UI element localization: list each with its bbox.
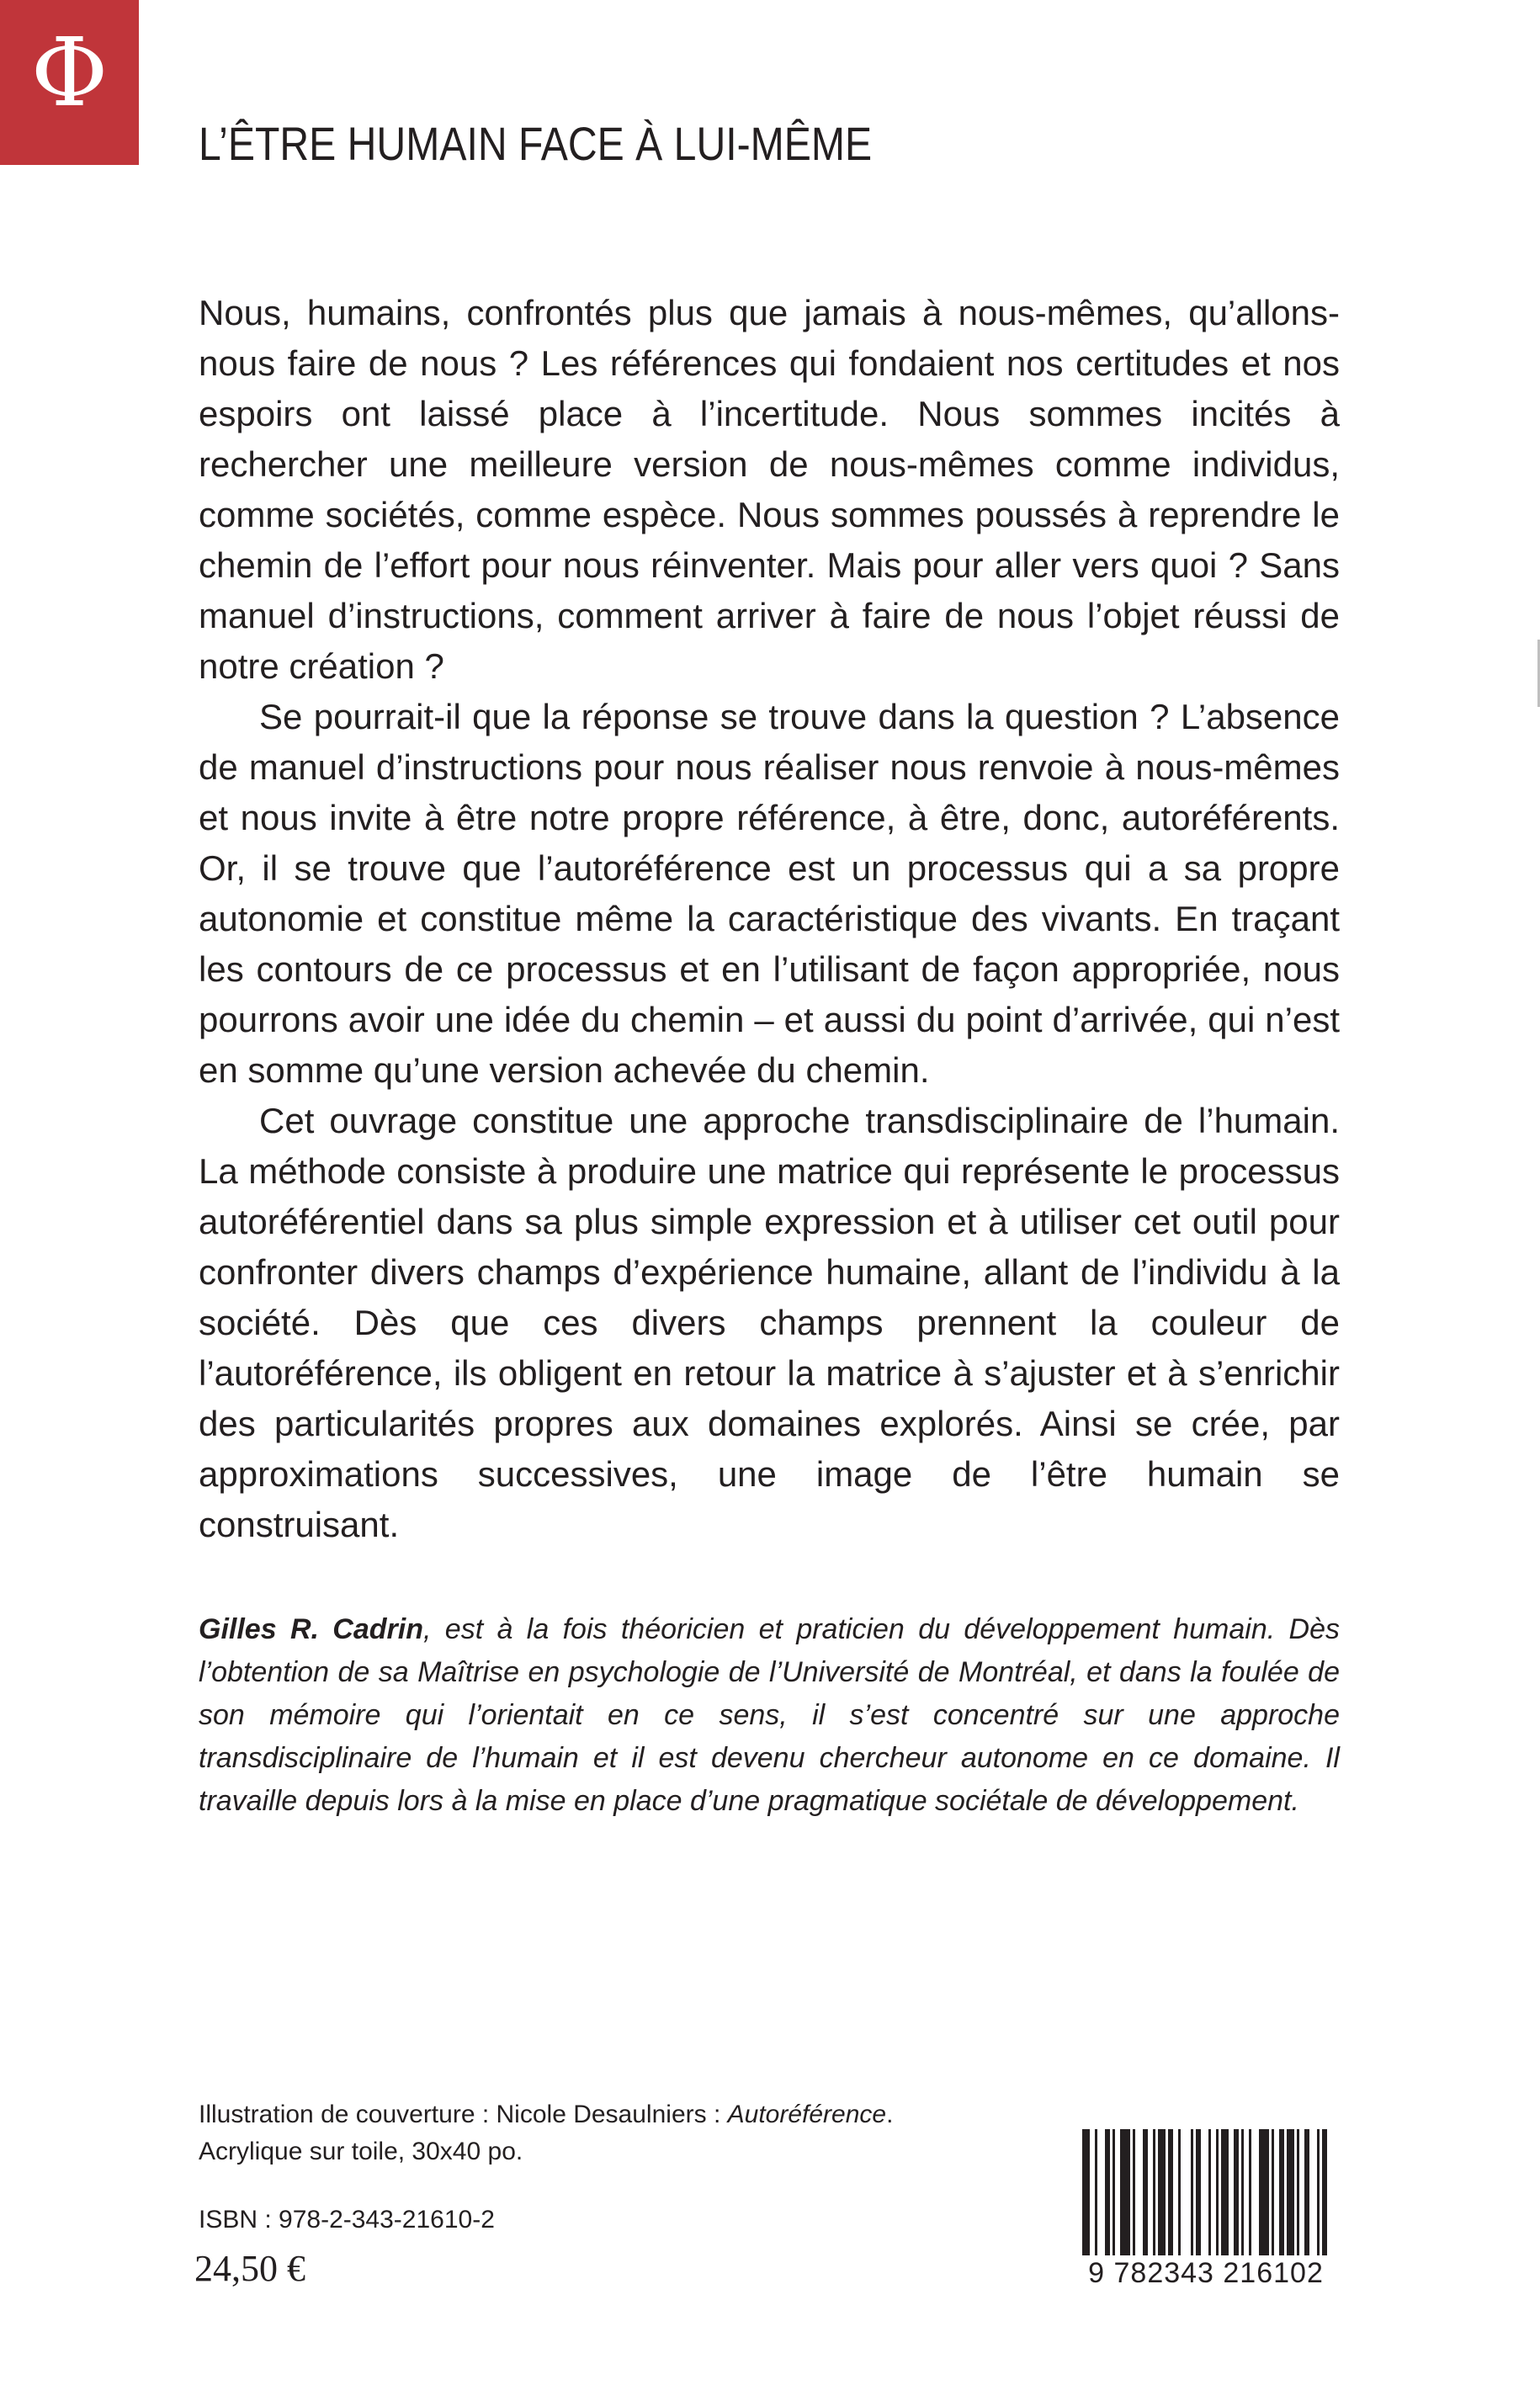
barcode-bar bbox=[1178, 2129, 1181, 2255]
barcode-bar bbox=[1322, 2129, 1327, 2255]
barcode-bar bbox=[1304, 2129, 1309, 2255]
barcode-bar bbox=[1105, 2129, 1110, 2255]
barcode-bar bbox=[1234, 2129, 1239, 2255]
barcode-bar bbox=[1196, 2129, 1201, 2255]
barcode-bar bbox=[1287, 2129, 1294, 2255]
illustration-credit-suffix: . bbox=[886, 2101, 894, 2128]
barcode-bar bbox=[1272, 2129, 1274, 2255]
barcode-bar bbox=[1082, 2129, 1090, 2255]
isbn: ISBN : 978-2-343-21610-2 bbox=[199, 2206, 495, 2234]
summary-paragraph: Nous, humains, confrontés plus que jamais à nous-mêmes, qu’allons-nous faire de nous ? Les références qui fondaient nos certitudes et nos espoirs ont laissé place à l’incertitude. Nous sommes incités à rechercher une meilleure version de nous-mêmes comme individus, comme sociétés, comme espèce. Nous sommes poussés à reprendre le chemin de l’effort pour nous réinventer. Mais pour aller vers quoi ? Sans manuel d’instructions, comment arriver à faire de nous l’objet réussi de notre création ? bbox=[199, 293, 1340, 686]
author-bio-text: , est à la fois théoricien et praticien du développement humain. Dès l’obtention de sa Maîtrise en psychologie de l’Université de Montréal, et dans la foulée de son mémoire qui l’orientait en ce sens, il s’est concentré sur une approche transdisciplinaire de l’humain et il est devenu chercheur autonome en ce domaine. Il travaille depuis lors à la mise en place d’une pragmatique sociétale de développement. bbox=[199, 1613, 1340, 1817]
author-bio bbox=[199, 1608, 1340, 1823]
barcode-bar bbox=[1120, 2129, 1130, 2255]
illustration-medium: Acrylique sur toile, 30x40 po. bbox=[199, 2138, 523, 2165]
summary-paragraph: Cet ouvrage constitue une approche transdisciplinaire de l’humain. La méthode consiste à produire une matrice qui représente le processus autoréférentiel dans sa plus simple expression et à utiliser cet outil pour confronter divers champs d’expérience humaine, allant de l’individu à la société. Dès que ces divers champs prennent la couleur de l’autoréférence, ils obligent en retour la matrice à s’ajuster et à s’enrichir des particularités propres aux domaines explorés. Ainsi se crée, par approximations successives, une image de l’être humain se construisant. bbox=[199, 1101, 1340, 1544]
barcode-bar bbox=[1279, 2129, 1284, 2255]
cover-credits bbox=[199, 2096, 956, 2170]
barcode-bar bbox=[1095, 2129, 1097, 2255]
barcode-bar bbox=[1216, 2129, 1219, 2255]
barcode-bar bbox=[1297, 2129, 1299, 2255]
barcode-number: 9 782343 216102 bbox=[1088, 2257, 1324, 2289]
author-name: Gilles R. Cadrin bbox=[199, 1613, 423, 1645]
illustration-credit-prefix: Illustration de couverture : Nicole Desaulniers : bbox=[199, 2101, 728, 2128]
barcode-bar bbox=[1113, 2129, 1115, 2255]
barcode-bar bbox=[1221, 2129, 1229, 2255]
barcode-bar bbox=[1153, 2129, 1155, 2255]
book-summary bbox=[199, 288, 1340, 1550]
price: 24,50 € bbox=[194, 2248, 305, 2289]
illustration-title: Autoréférence bbox=[727, 2101, 887, 2128]
barcode-bar bbox=[1249, 2129, 1251, 2255]
barcode-bar bbox=[1143, 2129, 1148, 2255]
publisher-logo bbox=[0, 0, 139, 165]
phi-logo-icon: Φ bbox=[30, 19, 109, 128]
barcode-bar bbox=[1259, 2129, 1269, 2255]
book-title: L’ÊTRE HUMAIN FACE À LUI-MÊME bbox=[199, 117, 873, 170]
barcode-bars bbox=[1079, 2129, 1331, 2255]
barcode-bar bbox=[1317, 2129, 1320, 2255]
barcode-bar bbox=[1208, 2129, 1211, 2255]
barcode-bar bbox=[1191, 2129, 1193, 2255]
barcode-bar bbox=[1158, 2129, 1166, 2255]
barcode-bar bbox=[1133, 2129, 1135, 2255]
barcode-bar bbox=[1241, 2129, 1244, 2255]
summary-paragraph: Se pourrait-il que la réponse se trouve dans la question ? L’absence de manuel d’instructions pour nous réaliser nous renvoie à nous-mêmes et nous invite à être notre propre référence, à être, donc, autoréférents. Or, il se trouve que l’autoréférence est un processus qui a sa propre autonomie et constitue même la caractéristique des vivants. En traçant les contours de ce processus et en l’utilisant de façon appropriée, nous pourrons avoir une idée du chemin – et aussi du point d’arrivée, qui n’est en somme qu’une version achevée du chemin. bbox=[199, 697, 1340, 1090]
barcode-bar bbox=[1168, 2129, 1173, 2255]
illustration-credit bbox=[199, 2096, 956, 2133]
